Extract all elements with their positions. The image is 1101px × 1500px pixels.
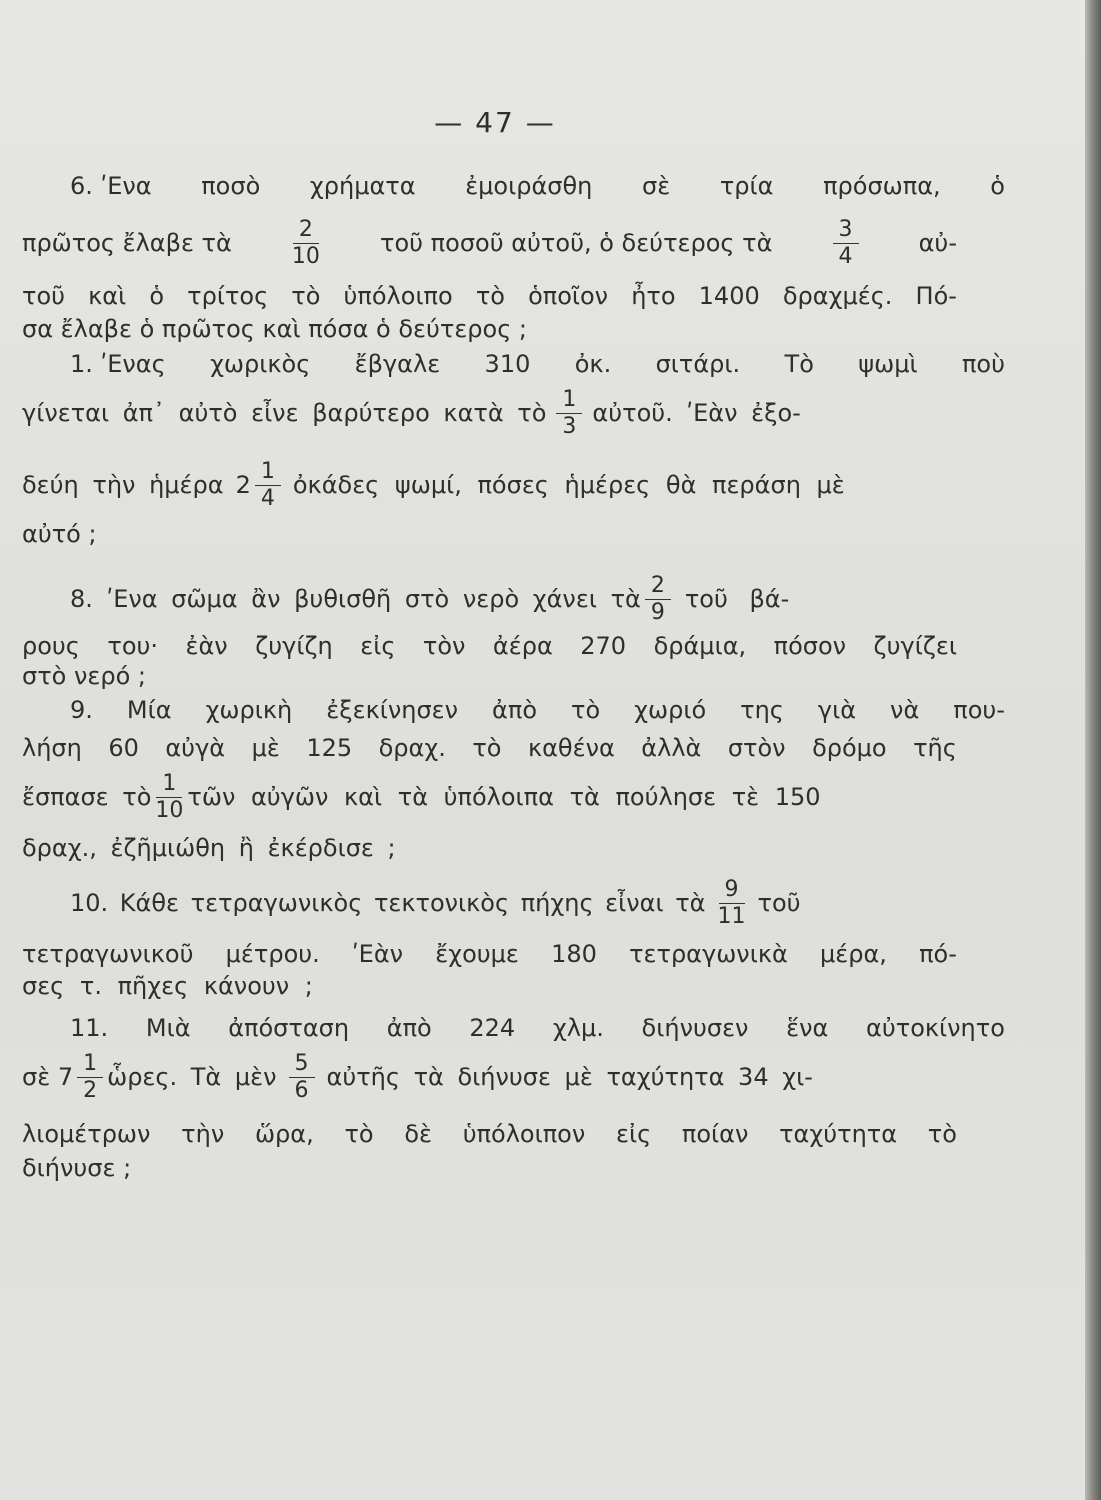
text-line-9 [22, 572, 1005, 626]
text-segment: 8. ʹΕνα σῶμα ἂν βυθισθῆ στὸ νερὸ χάνει τὰ [70, 585, 641, 613]
word: ποὺ [961, 350, 1005, 378]
fraction-denominator: 11 [717, 903, 746, 929]
text-segment: τῶν αὐγῶν καὶ τὰ ὑπόλοιπα τὰ πούλησε τὲ 150 [187, 783, 821, 811]
fraction-numerator: 2 [293, 219, 319, 244]
text-line-20 [22, 1050, 957, 1104]
text-line-12 [22, 690, 1005, 730]
word: πό- [919, 940, 957, 968]
word: λήση [22, 734, 82, 762]
fraction-denominator: 9 [650, 599, 665, 625]
word: ἔβγαλε [354, 350, 441, 378]
fraction [291, 216, 320, 269]
word: ὑπόλοιπον [462, 1120, 586, 1148]
word: ὁποῖον [528, 282, 609, 310]
text-segment: δραχ., ἐζῆμιώθη ἢ ἐκέρδισε ; [22, 834, 396, 862]
text-line-1 [22, 166, 1005, 206]
text-segment: ὧρες. Τὰ μὲν [107, 1063, 277, 1091]
word: της [740, 696, 784, 724]
text-segment: δεύη τὴν ἡμέρα [22, 471, 224, 499]
word: ποίαν [681, 1120, 749, 1148]
fraction-numerator: 5 [289, 1053, 315, 1078]
word: μέτρου. [225, 940, 320, 968]
text-segment: τοῦ ποσοῦ αὐτοῦ, ὁ δεύτερος τὰ [380, 229, 773, 257]
word: ἀπόσταση [228, 1014, 350, 1042]
word: αὐτοκίνητο [866, 1014, 1005, 1042]
word: εἰς [615, 1120, 652, 1148]
word: τὸ [472, 734, 502, 762]
text-segment: σὲ 7 [22, 1063, 74, 1091]
word: ἐξεκίνησεν [326, 696, 459, 724]
text-line-5 [22, 344, 1005, 384]
word: εἰς [360, 632, 396, 660]
word: ἀπὸ [386, 1014, 432, 1042]
word: αὐγὰ [165, 734, 226, 762]
word: δρόμο [812, 734, 887, 762]
word: 60 [108, 734, 139, 762]
word: ʹΕὰν [351, 940, 404, 968]
word: τὸ [475, 282, 505, 310]
word: ἀέρα [492, 632, 553, 660]
text-segment: αὐτῆς τὰ διήνυσε μὲ ταχύτητα 34 χι- [326, 1063, 813, 1091]
page-edge-shadow [1085, 0, 1101, 1500]
fraction-denominator: 10 [291, 243, 320, 269]
text-line-22 [22, 1148, 957, 1188]
word: που- [953, 696, 1005, 724]
fraction [77, 1050, 103, 1103]
text-segment: αὐτοῦ. ʹΕὰν ἐξο- [592, 399, 801, 427]
fraction [833, 216, 859, 269]
word: νὰ [890, 696, 920, 724]
word: 224 [469, 1014, 516, 1042]
fraction-numerator: 1 [556, 389, 582, 414]
word: διήνυσεν [641, 1014, 749, 1042]
text-segment: αὐ- [918, 229, 957, 257]
fraction-denominator: 4 [838, 243, 853, 269]
word: μὲ [251, 734, 280, 762]
word: τὸ [571, 696, 601, 724]
word: 9. [70, 696, 93, 724]
word: τὸν [422, 632, 466, 660]
text-line-8 [22, 514, 957, 554]
word: ψωμὶ [858, 350, 918, 378]
word: ἀπὸ [492, 696, 537, 724]
text-line-18 [22, 966, 957, 1006]
word: πόσον [773, 632, 847, 660]
word: ἕνα [786, 1014, 829, 1042]
fraction [255, 458, 281, 511]
text-segment: σες τ. πῆχες κάνουν ; [22, 972, 313, 1000]
text-segment: ὀκάδες ψωμί, πόσες ἡμέρες θὰ περάση μὲ [292, 471, 845, 499]
text-segment: 10. Κάθε τετραγωνικὸς τεκτονικὸς πήχης εἶναι τὰ [70, 889, 706, 917]
word: δὲ [404, 1120, 432, 1148]
word: 310 [484, 350, 531, 378]
word: 180 [551, 940, 597, 968]
fraction-numerator: 1 [255, 461, 281, 486]
word: ὑπόλοιπο [343, 282, 453, 310]
word: 6. ʹΕνα [70, 172, 152, 200]
word: ταχύτητα [779, 1120, 898, 1148]
word: του· [107, 632, 159, 660]
word: στὸν [727, 734, 786, 762]
fraction-denominator: 3 [562, 413, 577, 439]
text-segment: τοῦ [757, 889, 801, 917]
fraction [556, 386, 582, 439]
text-line-6 [22, 386, 957, 440]
word: 125 [306, 734, 353, 762]
word: 1400 [698, 282, 760, 310]
word: ὥρα, [254, 1120, 314, 1148]
word: γιὰ [817, 696, 857, 724]
word: χωριό [634, 696, 707, 724]
word: μέρα, [819, 940, 887, 968]
word: Τὸ [784, 350, 814, 378]
word: ἐὰν [185, 632, 228, 660]
word: τὴν [181, 1120, 225, 1148]
word: 1. ʹΕνας [70, 350, 166, 378]
fraction [645, 572, 671, 625]
word: χλμ. [552, 1014, 604, 1042]
text-line-16 [22, 876, 1005, 930]
word: καὶ [88, 282, 127, 310]
fraction [717, 876, 746, 929]
word: δράμια, [653, 632, 747, 660]
fraction-denominator: 10 [155, 797, 184, 823]
word: τρίτος [187, 282, 269, 310]
whole-number: 2 [235, 471, 251, 499]
text-segment: ἔσπασε τὸ [22, 783, 152, 811]
word: ἐμοιράσθη [465, 172, 593, 200]
text-segment: στὸ νερό ; [22, 662, 146, 690]
word: τὸ [344, 1120, 374, 1148]
text-line-13 [22, 728, 957, 768]
fraction-numerator: 1 [77, 1053, 103, 1078]
fraction [289, 1050, 315, 1103]
word: τετραγωνικὰ [629, 940, 788, 968]
fraction-numerator: 9 [719, 879, 745, 904]
word: σὲ [642, 172, 671, 200]
word: ἔχουμε [435, 940, 519, 968]
word: καθένα [527, 734, 615, 762]
word: χρήματα [309, 172, 416, 200]
text-line-15 [22, 828, 957, 868]
fraction-denominator: 4 [260, 485, 275, 511]
word: δραχμές. [782, 282, 893, 310]
word: ἀλλὰ [641, 734, 702, 762]
word: τὸ [927, 1120, 957, 1148]
word: ποσὸ [201, 172, 261, 200]
mixed-number [235, 458, 285, 511]
word: Μία [126, 696, 172, 724]
fraction [155, 770, 184, 823]
text-line-2 [22, 216, 957, 270]
word: χωρικὴ [205, 696, 293, 724]
word: πρόσωπα, [823, 172, 941, 200]
page-number: — 47 — [434, 106, 556, 139]
text-segment: γίνεται ἀπ᾿ αὐτὸ εἶνε βαρύτερο κατὰ τὸ [22, 399, 547, 427]
fraction-numerator: 3 [833, 219, 859, 244]
text-line-7 [22, 458, 957, 512]
word: ὁ [149, 282, 165, 310]
fraction-denominator: 2 [83, 1077, 98, 1103]
text-line-14 [22, 770, 957, 824]
word: ὁ [990, 172, 1005, 200]
fraction-denominator: 6 [294, 1077, 309, 1103]
word: σιτάρι. [655, 350, 741, 378]
fraction-numerator: 1 [156, 773, 182, 798]
text-segment: διήνυσε ; [22, 1154, 132, 1182]
word: 270 [580, 632, 627, 660]
text-segment: πρῶτος ἔλαβε τὰ [22, 229, 232, 257]
text-segment: σα ἔλαβε ὁ πρῶτος καὶ πόσα ὁ δεύτερος ; [22, 315, 528, 343]
word: ρους [22, 632, 80, 660]
fraction-numerator: 2 [645, 575, 671, 600]
word: 11. [70, 1014, 109, 1042]
word: ζυγίζη [255, 632, 333, 660]
word: τετραγωνικοῦ [22, 940, 194, 968]
text-segment: αὐτό ; [22, 520, 97, 548]
text-line-19 [22, 1008, 1005, 1048]
word: Μιὰ [145, 1014, 191, 1042]
word: ζυγίζει [873, 632, 957, 660]
word: δραχ. [378, 734, 446, 762]
word: τῆς [913, 734, 957, 762]
word: ἦτο [631, 282, 676, 310]
word: χωρικὸς [210, 350, 311, 378]
word: Πό- [915, 282, 957, 310]
text-segment: τοῦ βά- [684, 585, 790, 613]
word: ὀκ. [574, 350, 612, 378]
word: λιομέτρων [22, 1120, 151, 1148]
word: τοῦ [22, 282, 66, 310]
word: τὸ [291, 282, 321, 310]
text-line-4 [22, 309, 957, 349]
word: τρία [719, 172, 774, 200]
